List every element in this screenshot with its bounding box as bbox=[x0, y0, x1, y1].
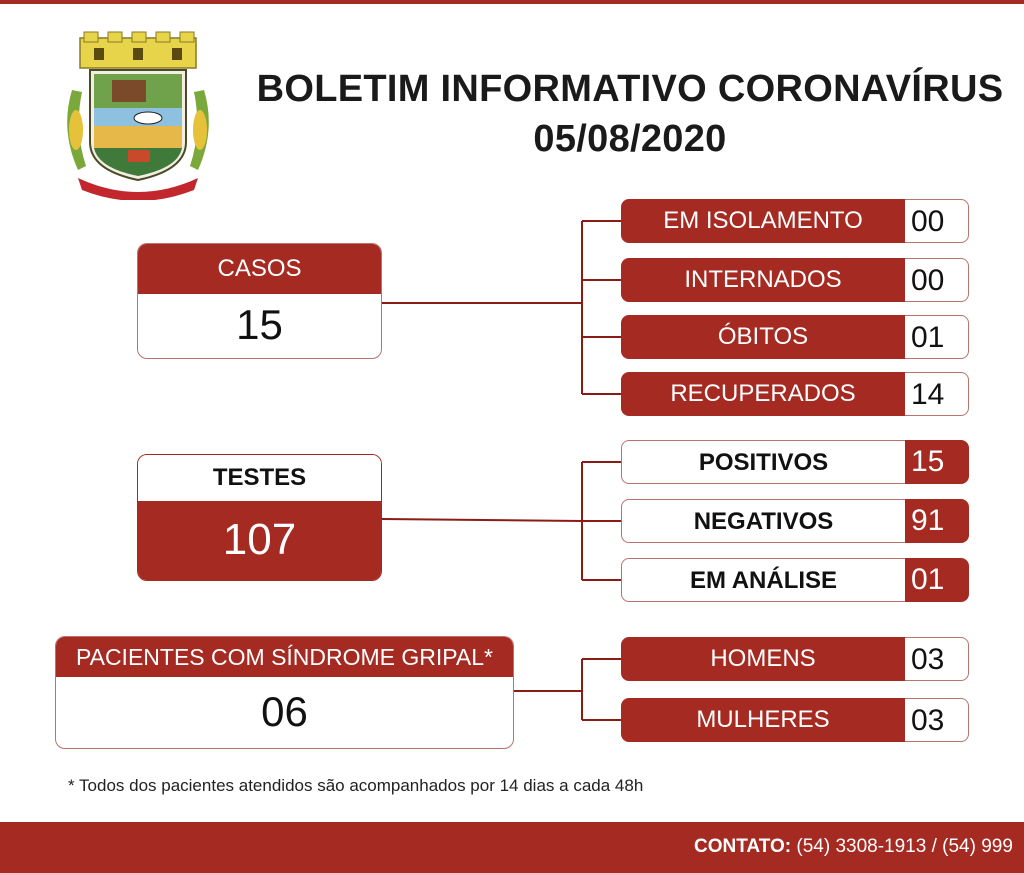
municipal-coat-of-arms-icon bbox=[52, 30, 224, 200]
bulletin-date: 05/08/2020 bbox=[533, 118, 727, 160]
hospitalized-value: 00 bbox=[905, 258, 969, 302]
positive-label: POSITIVOS bbox=[621, 440, 905, 484]
negative-row bbox=[621, 499, 969, 543]
hospitalized-row bbox=[621, 258, 969, 302]
flu-syndrome-value: 06 bbox=[261, 688, 308, 735]
isolation-row bbox=[621, 199, 969, 243]
women-row bbox=[621, 698, 969, 742]
men-row bbox=[621, 637, 969, 681]
bulletin-title bbox=[240, 64, 1020, 164]
deaths-value: 01 bbox=[905, 315, 969, 359]
positive-row bbox=[621, 440, 969, 484]
pending-analysis-row bbox=[621, 558, 969, 602]
hospitalized-label: INTERNADOS bbox=[621, 258, 905, 302]
tests-value: 107 bbox=[138, 501, 381, 581]
page-title: BOLETIM INFORMATIVO CORONAVÍRUS bbox=[256, 68, 1004, 110]
negative-label: NEGATIVOS bbox=[621, 499, 905, 543]
isolation-label: EM ISOLAMENTO bbox=[621, 199, 905, 243]
flu-syndrome-label: PACIENTES COM SÍNDROME GRIPAL* bbox=[56, 637, 513, 677]
tests-label: TESTES bbox=[138, 455, 381, 501]
negative-value: 91 bbox=[905, 499, 969, 543]
men-value: 03 bbox=[905, 637, 969, 681]
women-label: MULHERES bbox=[621, 698, 905, 742]
top-accent-line bbox=[0, 0, 1024, 4]
recovered-row bbox=[621, 372, 969, 416]
footer-bar bbox=[0, 822, 1024, 873]
deaths-label: ÓBITOS bbox=[621, 315, 905, 359]
footnote: * Todos dos pacientes atendidos são acompanhados por 14 dias a cada 48h bbox=[68, 776, 644, 795]
isolation-value: 00 bbox=[905, 199, 969, 243]
cases-label: CASOS bbox=[138, 244, 381, 294]
pending-analysis-value: 01 bbox=[905, 558, 969, 602]
flu-syndrome-box bbox=[55, 636, 514, 749]
contact-label: CONTATO: bbox=[694, 836, 792, 857]
cases-box bbox=[137, 243, 382, 359]
tests-box bbox=[137, 454, 382, 581]
men-label: HOMENS bbox=[621, 637, 905, 681]
women-value: 03 bbox=[905, 698, 969, 742]
deaths-row bbox=[621, 315, 969, 359]
positive-value: 15 bbox=[905, 440, 969, 484]
contact-info bbox=[694, 836, 1013, 858]
contact-phone: (54) 3308-1913 / (54) 999 bbox=[796, 836, 1013, 857]
recovered-label: RECUPERADOS bbox=[621, 372, 905, 416]
recovered-value: 14 bbox=[905, 372, 969, 416]
pending-analysis-label: EM ANÁLISE bbox=[621, 558, 905, 602]
cases-value: 15 bbox=[236, 301, 283, 348]
